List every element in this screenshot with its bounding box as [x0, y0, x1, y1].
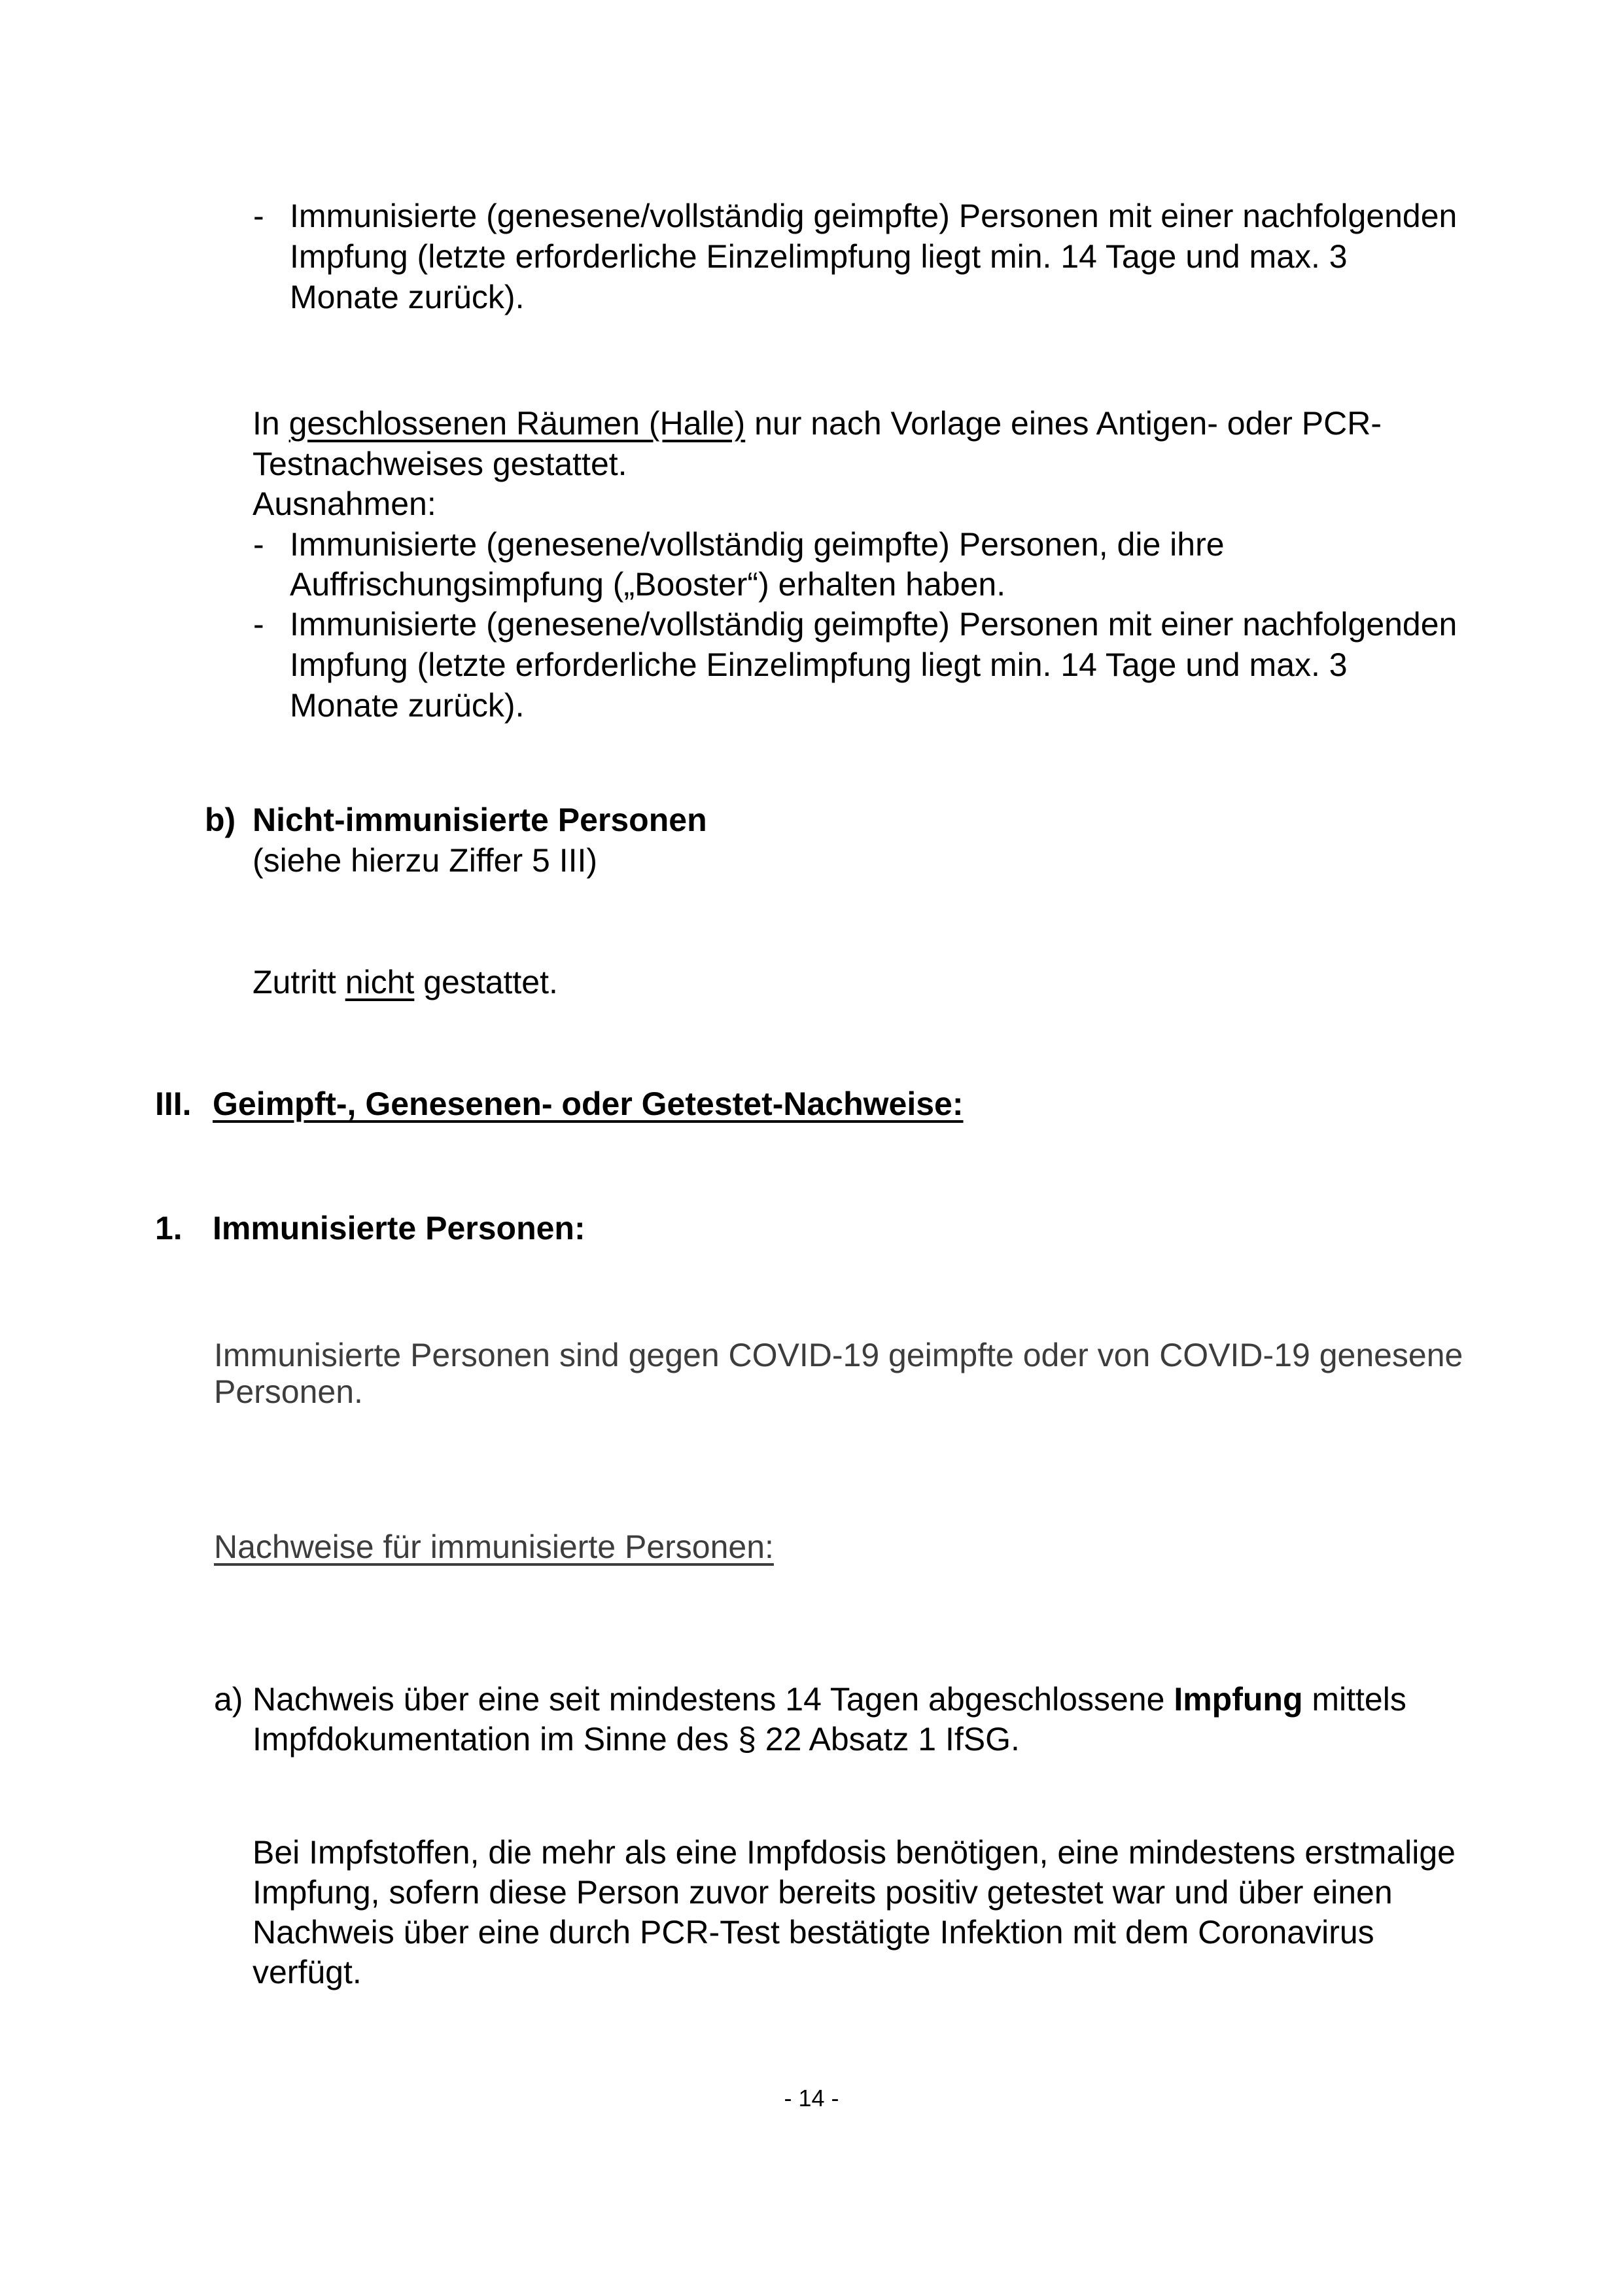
text-run: In	[253, 405, 289, 442]
section-1-title: Immunisierte Personen:	[213, 1210, 585, 1246]
text-run: Zutritt	[253, 964, 345, 1000]
paragraph-line: Immunisierte (genesene/vollständig geimpfte) Personen mit einer nachfolgenden	[290, 198, 1457, 234]
item-a-line	[253, 1679, 1406, 1720]
paragraph-line: Nachweis über eine durch PCR-Test bestätigte Infektion mit dem Coronavirus	[253, 1914, 1374, 1951]
section-III-title: Geimpft-, Genesenen- oder Getestet-Nachweise:	[213, 1086, 964, 1122]
paragraph-line: Immunisierte (genesene/vollständig geimpfte) Personen mit einer nachfolgenden	[290, 606, 1457, 643]
paragraph-line: verfügt.	[253, 1954, 362, 1990]
paragraph-line: Testnachweises gestattet.	[253, 446, 627, 482]
section-1-marker: 1.	[155, 1210, 183, 1246]
paragraph-line: Auffrischungsimpfung („Booster“) erhalten haben.	[290, 566, 1006, 603]
paragraph-line: Bei Impfstoffen, die mehr als eine Impfdosis benötigen, eine mindestens erstmalige	[253, 1834, 1456, 1871]
proofs-heading: Nachweise für immunisierte Personen:	[214, 1528, 774, 1565]
underlined-text: geschlossenen Räumen (Halle)	[288, 405, 746, 442]
text-run: nur nach Vorlage eines Antigen- oder PCR-	[745, 405, 1382, 442]
bold-text: Impfung	[1174, 1681, 1303, 1718]
bullet-dash: -	[253, 526, 264, 563]
section-b-marker: b)	[205, 802, 236, 838]
text-run: gestattet.	[414, 964, 558, 1000]
section-b-subtitle: (siehe hierzu Ziffer 5 III)	[253, 842, 598, 879]
paragraph-line: Monate zurück).	[290, 279, 525, 315]
bullet-dash: -	[253, 198, 264, 234]
item-a-line: Impfdokumentation im Sinne des § 22 Absatz 1 IfSG.	[253, 1721, 1020, 1757]
access-line	[253, 962, 558, 1002]
paragraph-line: Immunisierte (genesene/vollständig geimpfte) Personen, die ihre	[290, 526, 1225, 563]
bullet-dash: -	[253, 606, 264, 643]
page-number: - 14 -	[784, 2085, 839, 2111]
definition-line: Personen.	[214, 1373, 363, 1410]
paragraph-line: Impfung, sofern diese Person zuvor bereits positiv getestet war und über einen	[253, 1874, 1393, 1911]
underlined-text: nicht	[345, 964, 415, 1000]
text-run: mittels	[1302, 1681, 1406, 1718]
paragraph-line: Impfung (letzte erforderliche Einzelimpfung liegt min. 14 Tage und max. 3	[290, 238, 1348, 275]
paragraph-line: Monate zurück).	[290, 687, 525, 724]
definition-line: Immunisierte Personen sind gegen COVID-19 geimpfte oder von COVID-19 genesene	[214, 1337, 1463, 1373]
exceptions-label: Ausnahmen:	[253, 486, 436, 522]
paragraph-line: Impfung (letzte erforderliche Einzelimpfung liegt min. 14 Tage und max. 3	[290, 646, 1348, 683]
section-III-marker: III.	[155, 1086, 192, 1122]
indoor-rule-line	[253, 403, 1382, 444]
section-b-title: Nicht-immunisierte Personen	[253, 802, 707, 838]
item-a-marker: a)	[214, 1681, 243, 1718]
text-run: Nachweis über eine seit mindestens 14 Tagen abgeschlossene	[253, 1681, 1174, 1718]
